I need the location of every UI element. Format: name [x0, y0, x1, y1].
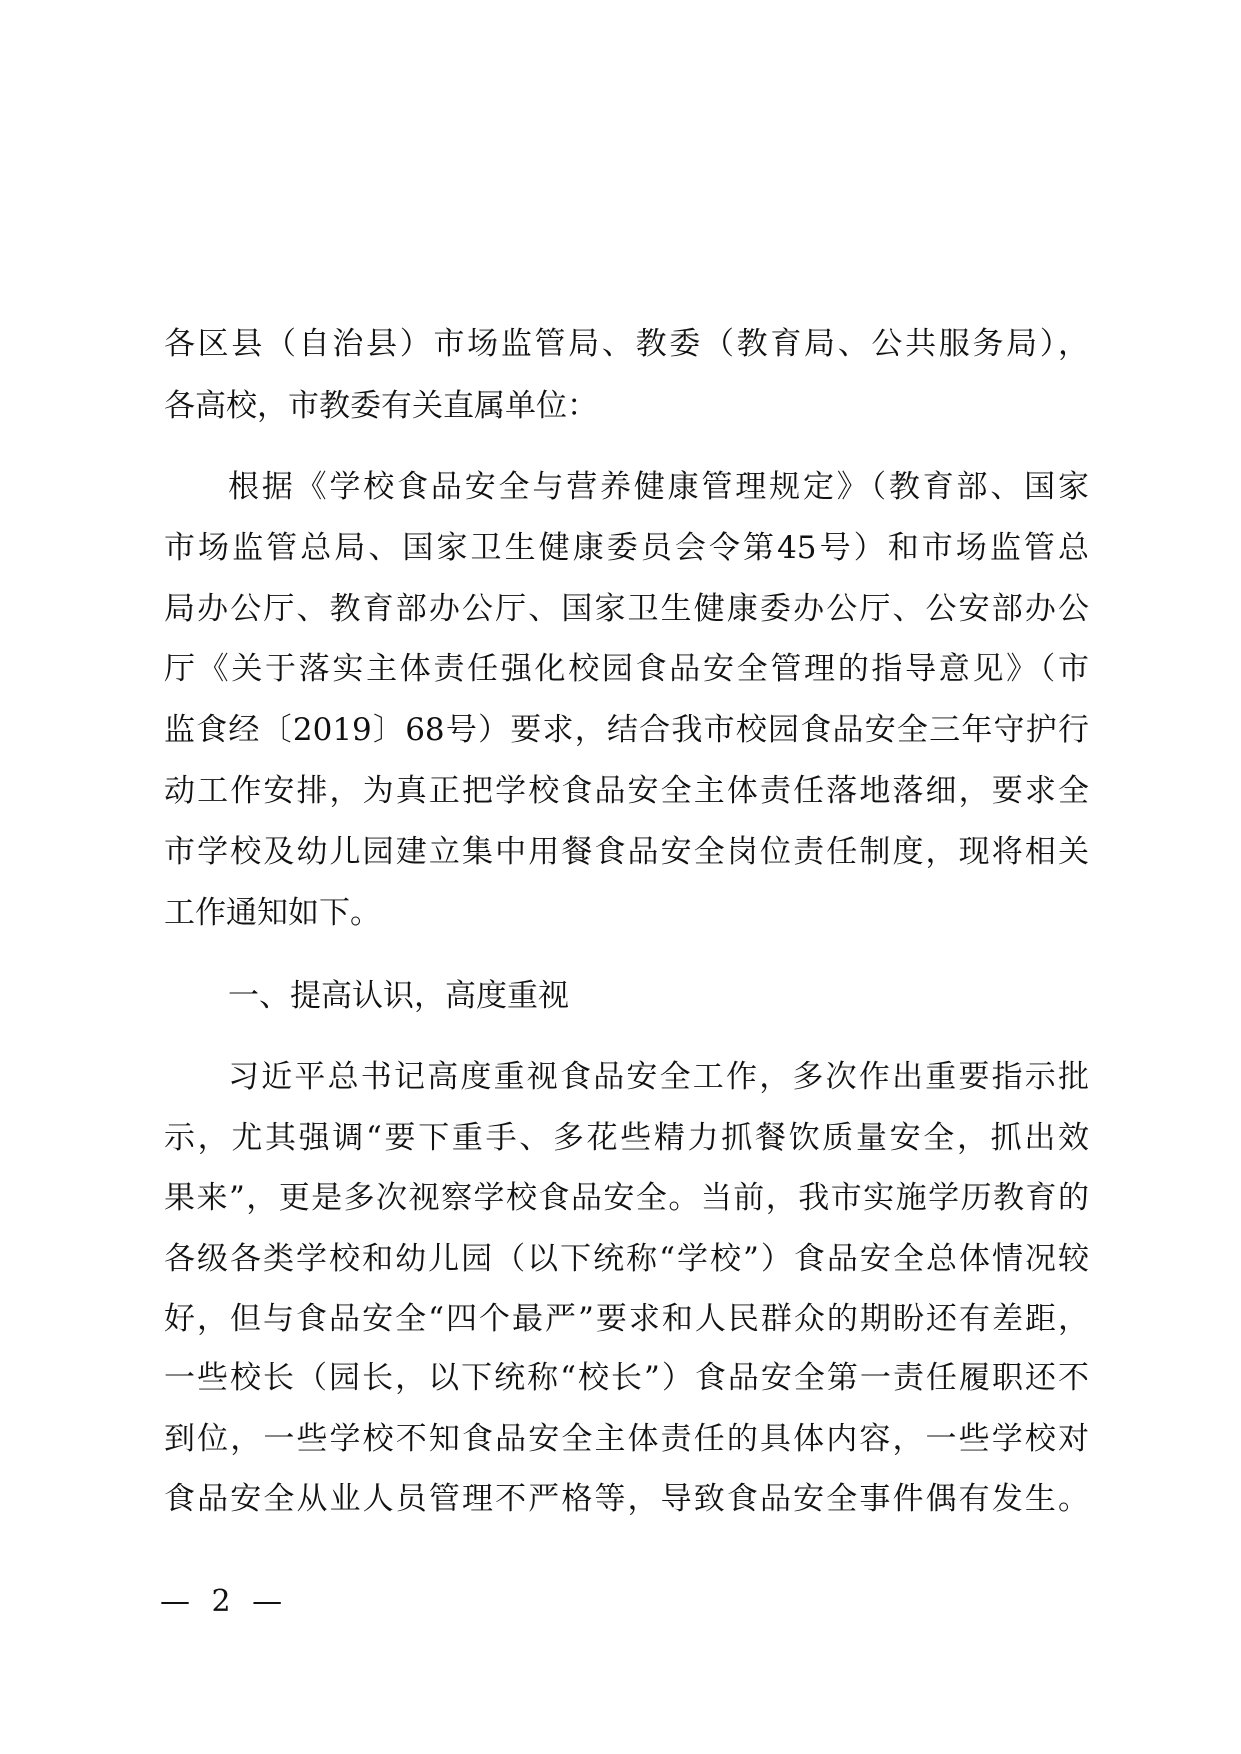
paragraph-line: 工作通知如下。	[164, 895, 381, 931]
paragraph-line: 市场监管总局、国家卫生健康委员会令第45号）和市场监管总	[164, 530, 1089, 566]
page-number: — 2 —	[160, 1584, 289, 1619]
paragraph-line: 好，但与食品安全“四个最严”要求和人民群众的期盼还有差距，	[164, 1301, 1089, 1337]
paragraph-line: 习近平总书记高度重视食品安全工作，多次作出重要指示批	[228, 1059, 1089, 1095]
paragraph-line: 局办公厅、教育部办公厅、国家卫生健康委办公厅、公安部办公	[164, 591, 1089, 627]
paragraph-line: 食品安全从业人员管理不严格等，导致食品安全事件偶有发生。	[164, 1481, 1089, 1517]
salutation-line: 各高校，市教委有关直属单位：	[164, 388, 598, 424]
paragraph-line: 到位，一些学校不知食品安全主体责任的具体内容，一些学校对	[164, 1421, 1089, 1457]
paragraph-line: 各级各类学校和幼儿园（以下统称“学校”）食品安全总体情况较	[164, 1241, 1089, 1277]
salutation-line: 各区县（自治县）市场监管局、教委（教育局、公共服务局），	[164, 326, 1089, 362]
paragraph-line: 厅《关于落实主体责任强化校园食品安全管理的指导意见》（市	[164, 651, 1089, 687]
paragraph-line: 果来”，更是多次视察学校食品安全。当前，我市实施学历教育的	[164, 1180, 1089, 1216]
paragraph-line: 一些校长（园长，以下统称“校长”）食品安全第一责任履职还不	[164, 1360, 1089, 1396]
paragraph-line: 市学校及幼儿园建立集中用餐食品安全岗位责任制度，现将相关	[164, 834, 1089, 870]
paragraph-line: 监食经〔2019〕68号）要求，结合我市校园食品安全三年守护行	[164, 712, 1089, 748]
paragraph-line: 根据《学校食品安全与营养健康管理规定》（教育部、国家	[228, 469, 1089, 505]
paragraph-line: 示，尤其强调“要下重手、多花些精力抓餐饮质量安全，抓出效	[164, 1120, 1089, 1156]
section-heading: 一、提高认识，高度重视	[228, 978, 569, 1014]
paragraph-line: 动工作安排，为真正把学校食品安全主体责任落地落细，要求全	[164, 773, 1089, 809]
